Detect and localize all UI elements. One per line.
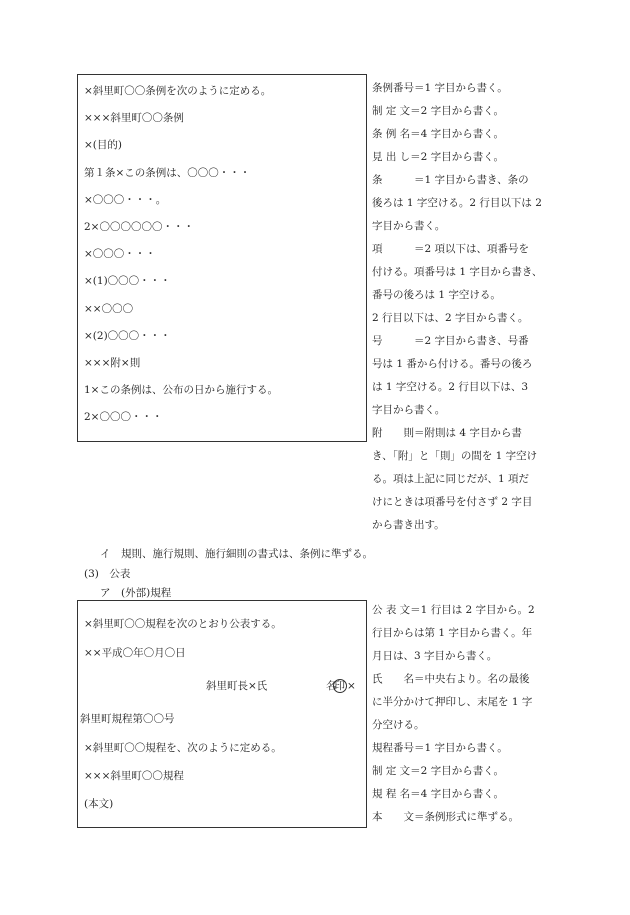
format-note-line: 氏 名＝中央右より。名の最後 [372,673,530,685]
format-note-line: 後ろは 1 字空ける。2 行目以下は 2 [372,197,542,209]
format-note-line: 制 定 文＝2 字目から書く。 [372,105,504,117]
seal-label: 印 [334,680,345,692]
format-note-line: 分空ける。 [372,719,425,731]
rule-number: 斜里町規程第〇〇号 [80,713,175,725]
publication-sentence: ×斜里町〇〇規程を次のとおり公表する。 [84,618,282,630]
ordinance-line: ××〇〇〇 [84,302,134,315]
format-note-line: 公 表 文＝1 行目は 2 字目から。2 [372,604,535,616]
ordinance-line: ×(目的) [84,139,122,152]
format-note-line: から書き出す。 [372,519,445,531]
ordinance-line: ×〇〇〇・・・ [84,248,156,261]
format-note-line: き、「附」と「則」の間を 1 字空け [372,450,538,462]
format-note-line: 号は 1 番から付ける。番号の後ろ [372,358,533,370]
format-note-line: 条 例 名＝4 字目から書く。 [372,128,504,140]
format-note-line: る。項は上記に同じだが、1 項だ [372,473,530,485]
format-note-line: は 1 字空ける。2 行目以下は、3 [372,381,529,393]
body-placeholder: (本文) [84,798,114,810]
format-note-line: 号 ＝2 字目から書き、号番 [372,335,529,347]
format-note-line: 条 ＝1 字目から書き、条の [372,174,529,186]
ordinance-line: ×××斜里町〇〇条例 [84,112,184,125]
format-note-line: 月日は、3 字目から書く。 [372,650,498,662]
ordinance-line: ×××附×則 [84,357,141,369]
ordinance-line: 2×〇〇〇・・・ [84,411,163,424]
enactment-sentence: ×斜里町〇〇規程を、次のように定める。 [84,742,282,754]
ordinance-example-box [77,74,367,442]
ordinance-line: 第１条×この条例は、〇〇〇・・・ [84,166,251,179]
format-note-line: 2 行目以下は、2 字目から書く。 [372,312,529,324]
mayor-name-right [326,678,356,693]
format-note-line: 制 定 文＝2 字目から書く。 [372,765,504,777]
format-note-line: 規程番号＝1 字目から書く。 [372,742,508,754]
format-note-line: 規 程 名＝4 字目から書く。 [372,788,504,800]
format-note-line: 附 則＝附則は 4 字目から書 [372,427,522,439]
format-note-line: 本 文＝条例形式に準ずる。 [372,811,519,823]
name-char: 名 [326,680,337,692]
format-note-line: 字目から書く。 [372,220,446,232]
section-heading-publication: (3) 公表 [84,568,131,580]
rule-title: ×××斜里町〇〇規程 [84,770,184,782]
ordinance-line: ×斜里町〇〇条例を次のように定める。 [84,85,272,97]
subsection-heading-external-rules: ア (外部)規程 [100,587,172,599]
ordinance-line: 1×この条例は、公布の日から施行する。 [84,384,278,397]
format-note-line: 番号の後ろは 1 字空ける。 [372,289,501,301]
ordinance-line: ×(1)〇〇〇・・・ [84,275,171,288]
format-note-line: に半分かけて押印し、末尾を 1 字 [372,696,533,708]
format-note-line: 条例番号＝1 字目から書く。 [372,82,508,94]
ordinance-line: ×(2)〇〇〇・・・ [84,329,171,342]
publication-date: ××平成〇年〇月〇日 [84,647,186,659]
ordinance-line: ×〇〇〇・・・。 [84,193,167,206]
format-note-line: 付ける。項番号は 1 字目から書き、 [372,266,543,278]
rule-format-note: イ 規則、施行規則、施行細則の書式は、条例に準ずる。 [100,548,373,560]
format-note-line: 見 出 し＝2 字目から書く。 [372,151,504,163]
ordinance-line: 2×〇〇〇〇〇〇・・・ [84,221,194,233]
rule-example-box [77,600,367,828]
format-note-line: けにときは項番号を付さず 2 字目 [372,496,533,508]
format-note-line: 字目から書く。 [372,404,446,416]
format-note-line: 行目からは第 1 字目から書く。年 [372,627,533,639]
format-note-line: 項 ＝2 項以下は、項番号を [372,243,530,255]
trailing-space-mark: × [347,680,356,692]
mayor-name-left: 斜里町長×氏 [206,680,268,692]
